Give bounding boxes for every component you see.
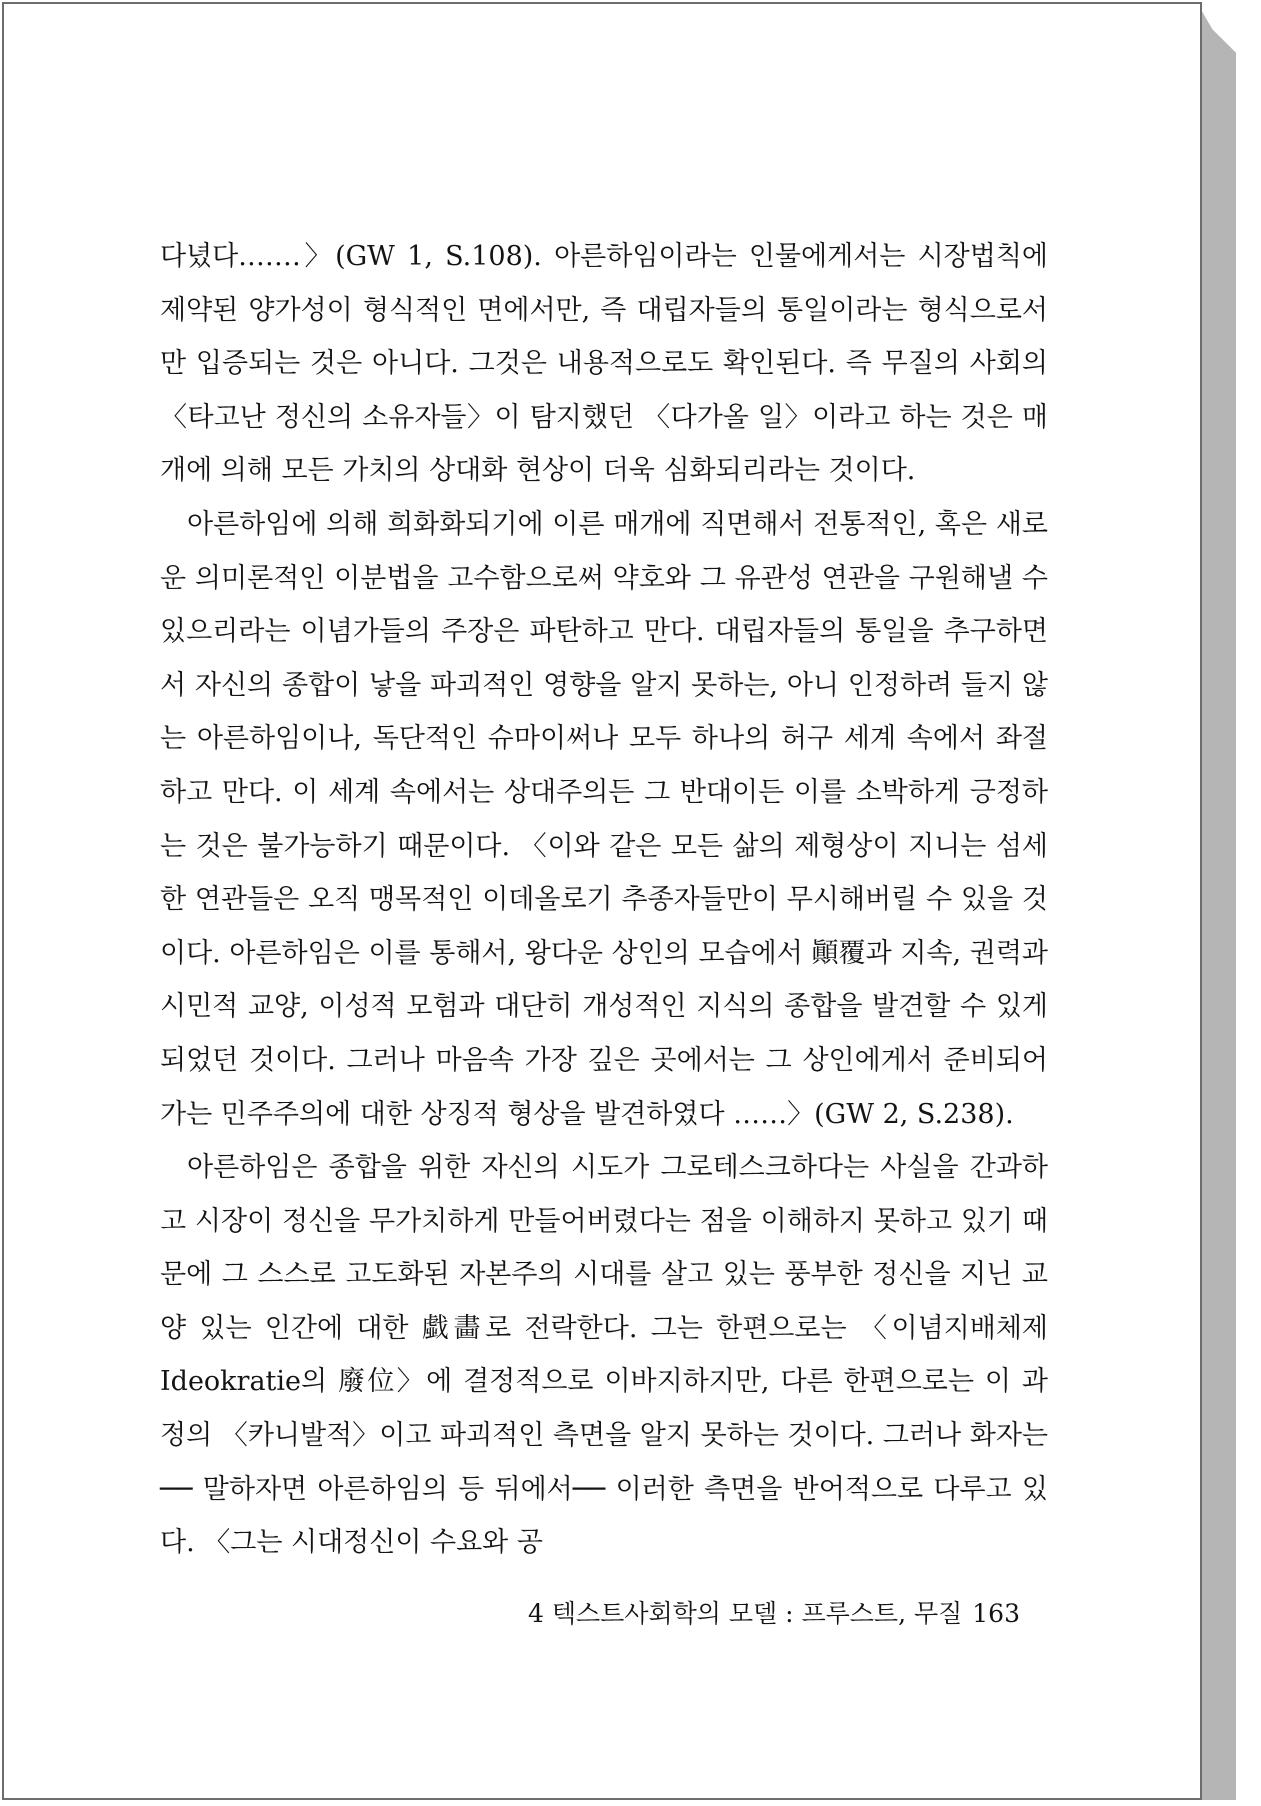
book-page [2,2,1202,1800]
paragraph-arnheim-mediation: 아른하임에 의해 희화화되기에 이른 매개에 직면해서 전통적인, 혹은 새로운 의미론적인 이분법을 고수함으로써 약호와 그 유관성 연관을 구원해낼 수 있으리라는 이념가들의 주장은 파탄하고 만다. 대립자들의 통일을 추구하면서 자신의 종합이 낳을 파괴적인 영향을 알지 못하는, 아니 인정하려 들지 않는 아른하임이나, 독단적인 슈마이써나 모두 하나의 허구 세계 속에서 좌절하고 만다. 이 세계 속에서는 상대주의든 그 반대이든 이를 소박하게 긍정하는 것은 불가능하기 때문이다. 〈이와 같은 모든 삶의 제형상이 지니는 섬세한 연관들은 오직 맹목적인 이데올로기 추종자들만이 무시해버릴 수 있을 것이다. 아른하임은 이를 통해서, 왕다운 상인의 모습에서 顚覆과 지속, 권력과 시민적 교양, 이성적 모험과 대단히 개성적인 지식의 종합을 발견할 수 있게 되었던 것이다. 그러나 마음속 가장 깊은 곳에서는 그 상인에게서 준비되어가는 민주주의에 대한 상징적 형상을 발견하였다 ……〉(GW 2, S.238). [160,508,1048,1130]
running-footer [160,1594,1020,1630]
paragraph-continued: 다녔다.……〉(GW 1, S.108). 아른하임이라는 인물에게서는 시장법칙에 제약된 양가성이 형식적인 면에서만, 즉 대립자들의 통일이라는 형식으로서만 입증되는 것은 아니다. 그것은 내용적으로도 확인된다. 즉 무질의 사회의 〈타고난 정신의 소유자들〉이 탐지했던 〈다가올 일〉이라고 하는 것은 매개에 의해 모든 가치의 상대화 현상이 더욱 심화되리라는 것이다. [160,241,1048,487]
paragraph-arnheim-synthesis: 아른하임은 종합을 위한 자신의 시도가 그로테스크하다는 사실을 간과하고 시장이 정신을 무가치하게 만들어버렸다는 점을 이해하지 못하고 있기 때문에 그 스스로 고도화된 자본주의 시대를 살고 있는 풍부한 정신을 지닌 교양 있는 인간에 대한 戱畵로 전락한다. 그는 한편으로는 〈이념지배체제 Ideokratie의 廢位〉에 결정적으로 이바지하지만, 다른 한편으로는 이 과정의 〈카니발적〉이고 파괴적인 측면을 알지 못하는 것이다. 그러나 화자는── 말하자면 아른하임의 등 뒤에서── 이러한 측면을 반어적으로 다루고 있다. 〈그는 시대정신이 수요와 공 [160,1152,1048,1559]
page-edge-shadow [1200,8,1236,1800]
body-text [160,230,1048,1570]
chapter-title: 4 텍스트사회학의 모델 : 프루스트, 무질 [528,1599,963,1628]
page-number: 163 [972,1599,1020,1628]
